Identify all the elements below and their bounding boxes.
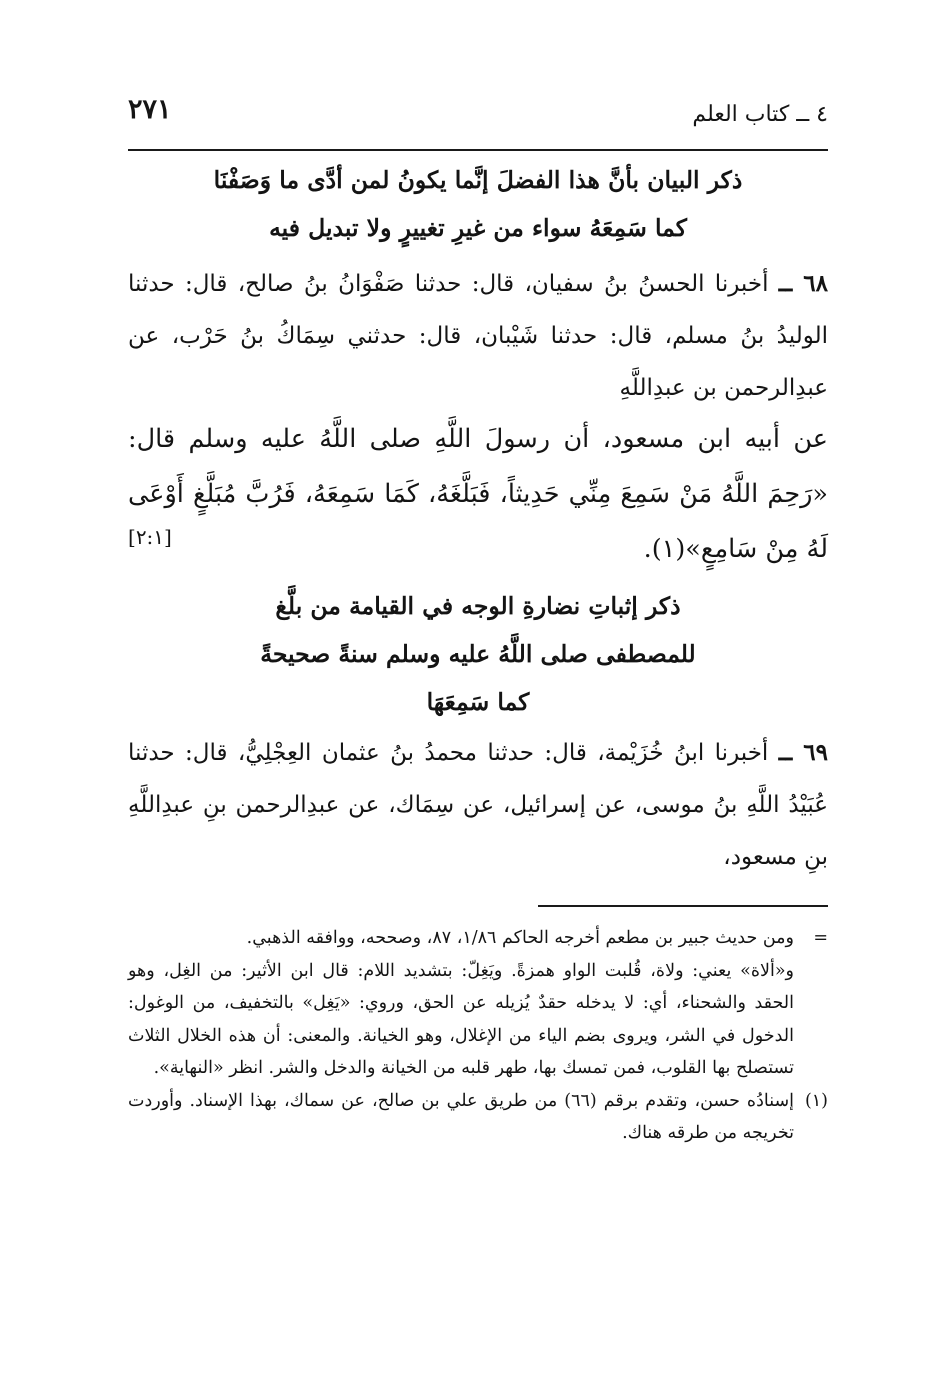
hadith-68-matn: عن أبيه ابن مسعود، أن رسولَ اللَّهِ صلى اللَّهُ عليه وسلم قال: «رَحِمَ اللَّهُ مَنْ سَمِعَ مِنِّي حَدِيثاً، فَبَلَّغَهُ، كَمَا سَمِعَهُ، فَرُبَّ مُبَلَّغٍ أَوْعَى لَهُ مِنْ سَامِعٍ»(١). [128, 424, 828, 564]
continuation-marker: = [813, 928, 828, 948]
hadith-reference: [٢:١] [128, 525, 172, 549]
footnote-1 [128, 1085, 828, 1150]
footnote-marker: (١) [804, 1090, 828, 1111]
footnote-text: إسنادُه حسن، وتقدم برقم (٦٦) من طريق علي بن صالح، عن سماك، بهذا الإسناد. وأوردت تخريجه من طرقه هناك. [128, 1090, 795, 1143]
page-number: ٢٧١ [128, 94, 172, 125]
section-heading-2-line-2: للمصطفى صلى اللَّهُ عليه وسلم سنةً صحيحةً [260, 640, 696, 668]
book-page [128, 88, 828, 1288]
footnote-text: ومن حديث جبير بن مطعم أخرجه الحاكم ١/٨٦، ٨٧، وصححه، ووافقه الذهبي. [246, 928, 794, 948]
footnote-continuation [128, 922, 828, 955]
section-heading-2 [128, 582, 828, 726]
footnote-text: و«ألاة» يعني: ولاة، قُلبت الواو همزةً. ويَغِلّ: بتشديد اللام: قال ابن الأثير: من الغِل، وهو الحقد والشحناء، أي: لا يدخله حقدٌ يُزيله عن الحق، وروي: «يَغِل» بالتخفيف، من الوغول: الدخول في الشر، ويروى بضم الياء من الإغلال، وهو الخيانة. والمعنى: أن هذه الخلال الثلاث تستصلح بها القلوب، فمن تمسك بها، طهر قلبه من الخيانة والدخل والشر. انظر «النهاية». [128, 960, 794, 1078]
header-rule [128, 149, 828, 151]
hadith-number: ٦٩ ــ [778, 739, 829, 766]
footnotes [128, 922, 828, 1150]
footnote-rule [538, 905, 828, 907]
hadith-68-isnad [128, 258, 828, 414]
section-heading-1 [128, 156, 828, 252]
hadith-number: ٦٨ ــ [778, 270, 829, 297]
footnote-note [128, 955, 828, 1085]
isnad-text: أخبرنا ابنُ خُزَيْمة، قال: حدثنا محمدُ بنُ عثمان العِجْلِيُّ، قال: حدثنا عُبَيْدُ اللَّهِ بنُ موسى، عن إسرائيل، عن سِمَاك، عن عبدِالرحمن بنِ عبدِاللَّهِ بنِ مسعود، [128, 740, 828, 870]
running-header [128, 88, 828, 148]
section-heading-2-line-3: كما سَمِعَهَا [426, 688, 530, 716]
section-heading-1-line-2: كما سَمِعَهُ سواء من غيرِ تغييرٍ ولا تبديل فيه [269, 214, 687, 242]
book-title: ٤ ــ كتاب العلم [692, 102, 828, 127]
section-heading-1-line-1: ذكر البيان بأنَّ هذا الفضلَ إنَّما يكونُ لمن أدَّى ما وَصَفْنَا [213, 166, 743, 194]
hadith-69-isnad [128, 727, 828, 883]
isnad-text: أخبرنا الحسنُ بنُ سفيان، قال: حدثنا صَفْوَانُ بنُ صالح، قال: حدثنا الوليدُ بنُ مسلم، قال: حدثنا شَيْبان، قال: حدثني سِمَاكُ بنُ حَرْب، عن عبدِالرحمن بن عبدِاللَّهِ [128, 271, 828, 401]
section-heading-2-line-1: ذكر إثباتِ نضارةِ الوجه في القيامة من بلَّغ [275, 592, 681, 620]
